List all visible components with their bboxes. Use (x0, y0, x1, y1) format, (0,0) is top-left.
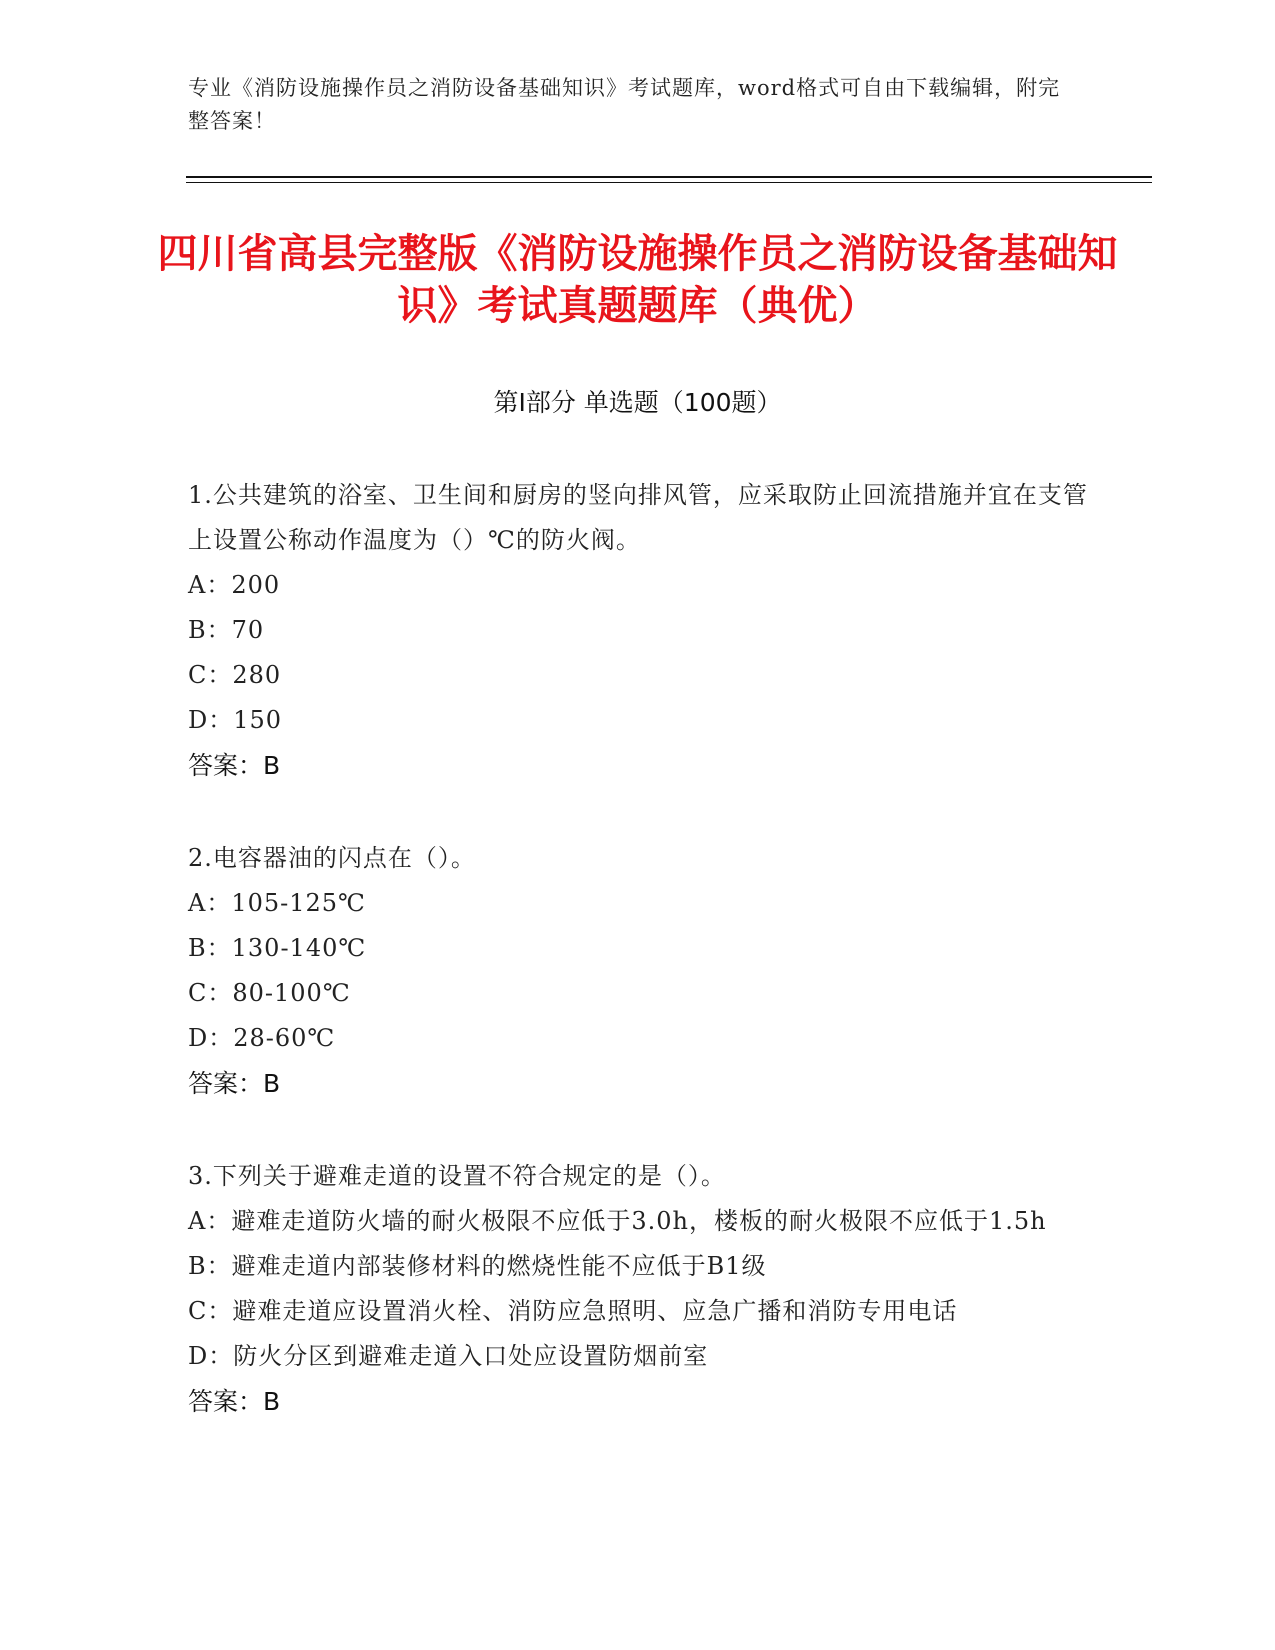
option-d: D：防火分区到避难走道入口处应设置防烟前室 (188, 1342, 709, 1370)
question-stem: 1.公共建筑的浴室、卫生间和厨房的竖向排风管，应采取防止回流措施并宜在支管上设置公称动作温度为（）℃的防火阀。 (188, 481, 1088, 554)
answer-line: 答案：B (188, 1069, 281, 1098)
question-3 (188, 1154, 1088, 1424)
header-rule-thick (186, 176, 1152, 178)
option-c: C：避难走道应设置消火栓、消防应急照明、应急广播和消防专用电话 (188, 1297, 958, 1325)
option-d: D：150 (188, 706, 283, 734)
option-b: B：70 (188, 616, 265, 644)
header-note: 专业《消防设施操作员之消防设备基础知识》考试题库，word格式可自由下载编辑，附完整答案！ (188, 76, 1061, 133)
question-1 (188, 473, 1088, 788)
question-stem: 3.下列关于避难走道的设置不符合规定的是（）。 (188, 1162, 726, 1190)
section-title: 第Ⅰ部分 单选题（100题） (493, 388, 782, 417)
question-stem: 2.电容器油的闪点在（）。 (188, 844, 476, 872)
option-b: B：130-140℃ (188, 934, 367, 962)
question-2 (188, 836, 1088, 1106)
answer-line: 答案：B (188, 751, 281, 780)
option-a: A：避难走道防火墙的耐火极限不应低于3.0h，楼板的耐火极限不应低于1.5h (188, 1207, 1047, 1235)
document-title: 四川省高县完整版《消防设施操作员之消防设备基础知识》考试真题题库（典优） (157, 231, 1118, 329)
answer-line: 答案：B (188, 1387, 281, 1416)
option-b: B：避难走道内部装修材料的燃烧性能不应低于B1级 (188, 1252, 767, 1280)
option-c: C：280 (188, 661, 282, 689)
header-rule-thin (186, 182, 1152, 183)
option-a: A：200 (188, 571, 281, 599)
option-d: D：28-60℃ (188, 1024, 336, 1052)
option-c: C：80-100℃ (188, 979, 351, 1007)
option-a: A：105-125℃ (188, 889, 366, 917)
